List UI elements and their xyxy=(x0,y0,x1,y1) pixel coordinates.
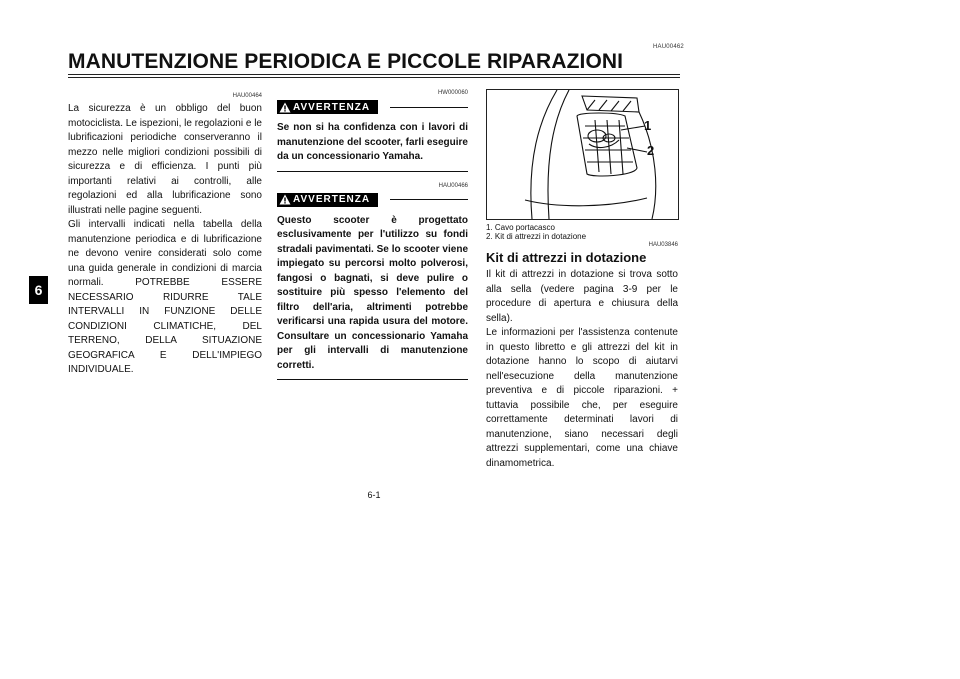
document-code: HAU00462 xyxy=(653,44,684,50)
warning-code: HAU00466 xyxy=(438,182,468,189)
chapter-tab: 6 xyxy=(29,276,48,304)
figure-legend xyxy=(486,223,678,241)
warning-end-rule xyxy=(277,171,468,172)
warning-text: Questo scooter è progettato esclusivamente per l'utilizzo su fondi stradali pavimentati. Se lo scooter viene impiegato su percorsi molto polverosi, fangosi o bagnati, si deve pulire o sostituire più spesso l'elemento del filtro dell'aria, altrimenti potrebbe verificarsi una rapida usura del motore. Consultare un concessionario Yamaha per gli intervalli di manutenzione corretti. xyxy=(277,214,468,371)
column-intro xyxy=(68,92,262,378)
warning-badge xyxy=(277,193,378,207)
column-warnings xyxy=(277,89,468,380)
warning-end-rule xyxy=(277,379,468,380)
callout-2: 2 xyxy=(647,143,655,158)
section-code: HAU03846 xyxy=(648,242,678,248)
legend-item: 1. Cavo portacasco xyxy=(486,223,555,232)
warning-code: HW000060 xyxy=(437,90,468,96)
page-title: MANUTENZIONE PERIODICA E PICCOLE RIPARAZIONI xyxy=(68,50,624,73)
warning-triangle-icon xyxy=(279,194,291,205)
warning-label: AVVERTENZA xyxy=(293,194,371,205)
intro-paragraph-1: La sicurezza è un obbligo del buon motociclista. Le ispezioni, le regolazioni e le lubrificazioni periodiche conserveranno il mezzo nelle migliori condizioni possibili di sicurezza e di efficienza. I punti più importanti relativi ai controlli, alle regolazioni ed alla lubrificazione sono illustrati nelle pagine seguenti. xyxy=(68,103,262,216)
warning-badge xyxy=(277,100,378,114)
section-heading: Kit di attrezzi in dotazione xyxy=(486,250,647,265)
intro-paragraph-2: Gli intervalli indicati nella tabella della manutenzione periodica e di lubrificazione ne devono venire considerati solo come una guida generale in condizioni di marcia normali. POTREBBE ESSERE NECESSARIO RIDURRE TALE INTERVALLI IN FUNZIONE DELLE CONDIZIONI CLIMATICHE, DEL TERRENO, DELLA SITUAZIONE GEOGRAFICA E DELL'IMPIEGO INDIVIDUALE. xyxy=(68,219,262,375)
legend-item: 2. Kit di attrezzi in dotazione xyxy=(486,232,587,241)
page-number: 6-1 xyxy=(367,490,381,500)
tool-kit-paragraph-1: Il kit di attrezzi in dotazione si trova sotto alla sella (vedere pagina 3-9 per le procedure di apertura e chiusura della sella). xyxy=(486,269,678,324)
title-rule-top xyxy=(68,74,680,75)
warning-header xyxy=(277,192,468,208)
warning-header xyxy=(277,99,468,115)
warning-rule xyxy=(390,199,468,200)
callout-1: 1 xyxy=(644,118,652,133)
column-tool-kit xyxy=(486,89,678,471)
warning-label: AVVERTENZA xyxy=(293,101,371,113)
warning-triangle-icon xyxy=(279,102,291,113)
warning-rule xyxy=(390,107,468,108)
tool-kit-text xyxy=(486,268,678,471)
tool-kit-paragraph-2: Le informazioni per l'assistenza contenute in questo libretto e gli attrezzi del kit in dotazione hanno lo scopo di aiutarvi nell'esecuzione della manutenzione preventiva e di piccole riparazioni. + tuttavia possibile che, per eseguire correttamente determinati lavori di manutenzione, siano necessari degli attrezzi supplementari, come una chiave dinamometrica. xyxy=(486,327,678,469)
tool-kit-figure xyxy=(486,89,679,220)
title-rule-bottom xyxy=(68,77,680,78)
intro-text xyxy=(68,102,262,378)
section-code: HAU00464 xyxy=(232,93,262,99)
warning-text: Se non si ha confidenza con i lavori di manutenzione del scooter, farli eseguire da un concessionario Yamaha. xyxy=(277,122,468,162)
